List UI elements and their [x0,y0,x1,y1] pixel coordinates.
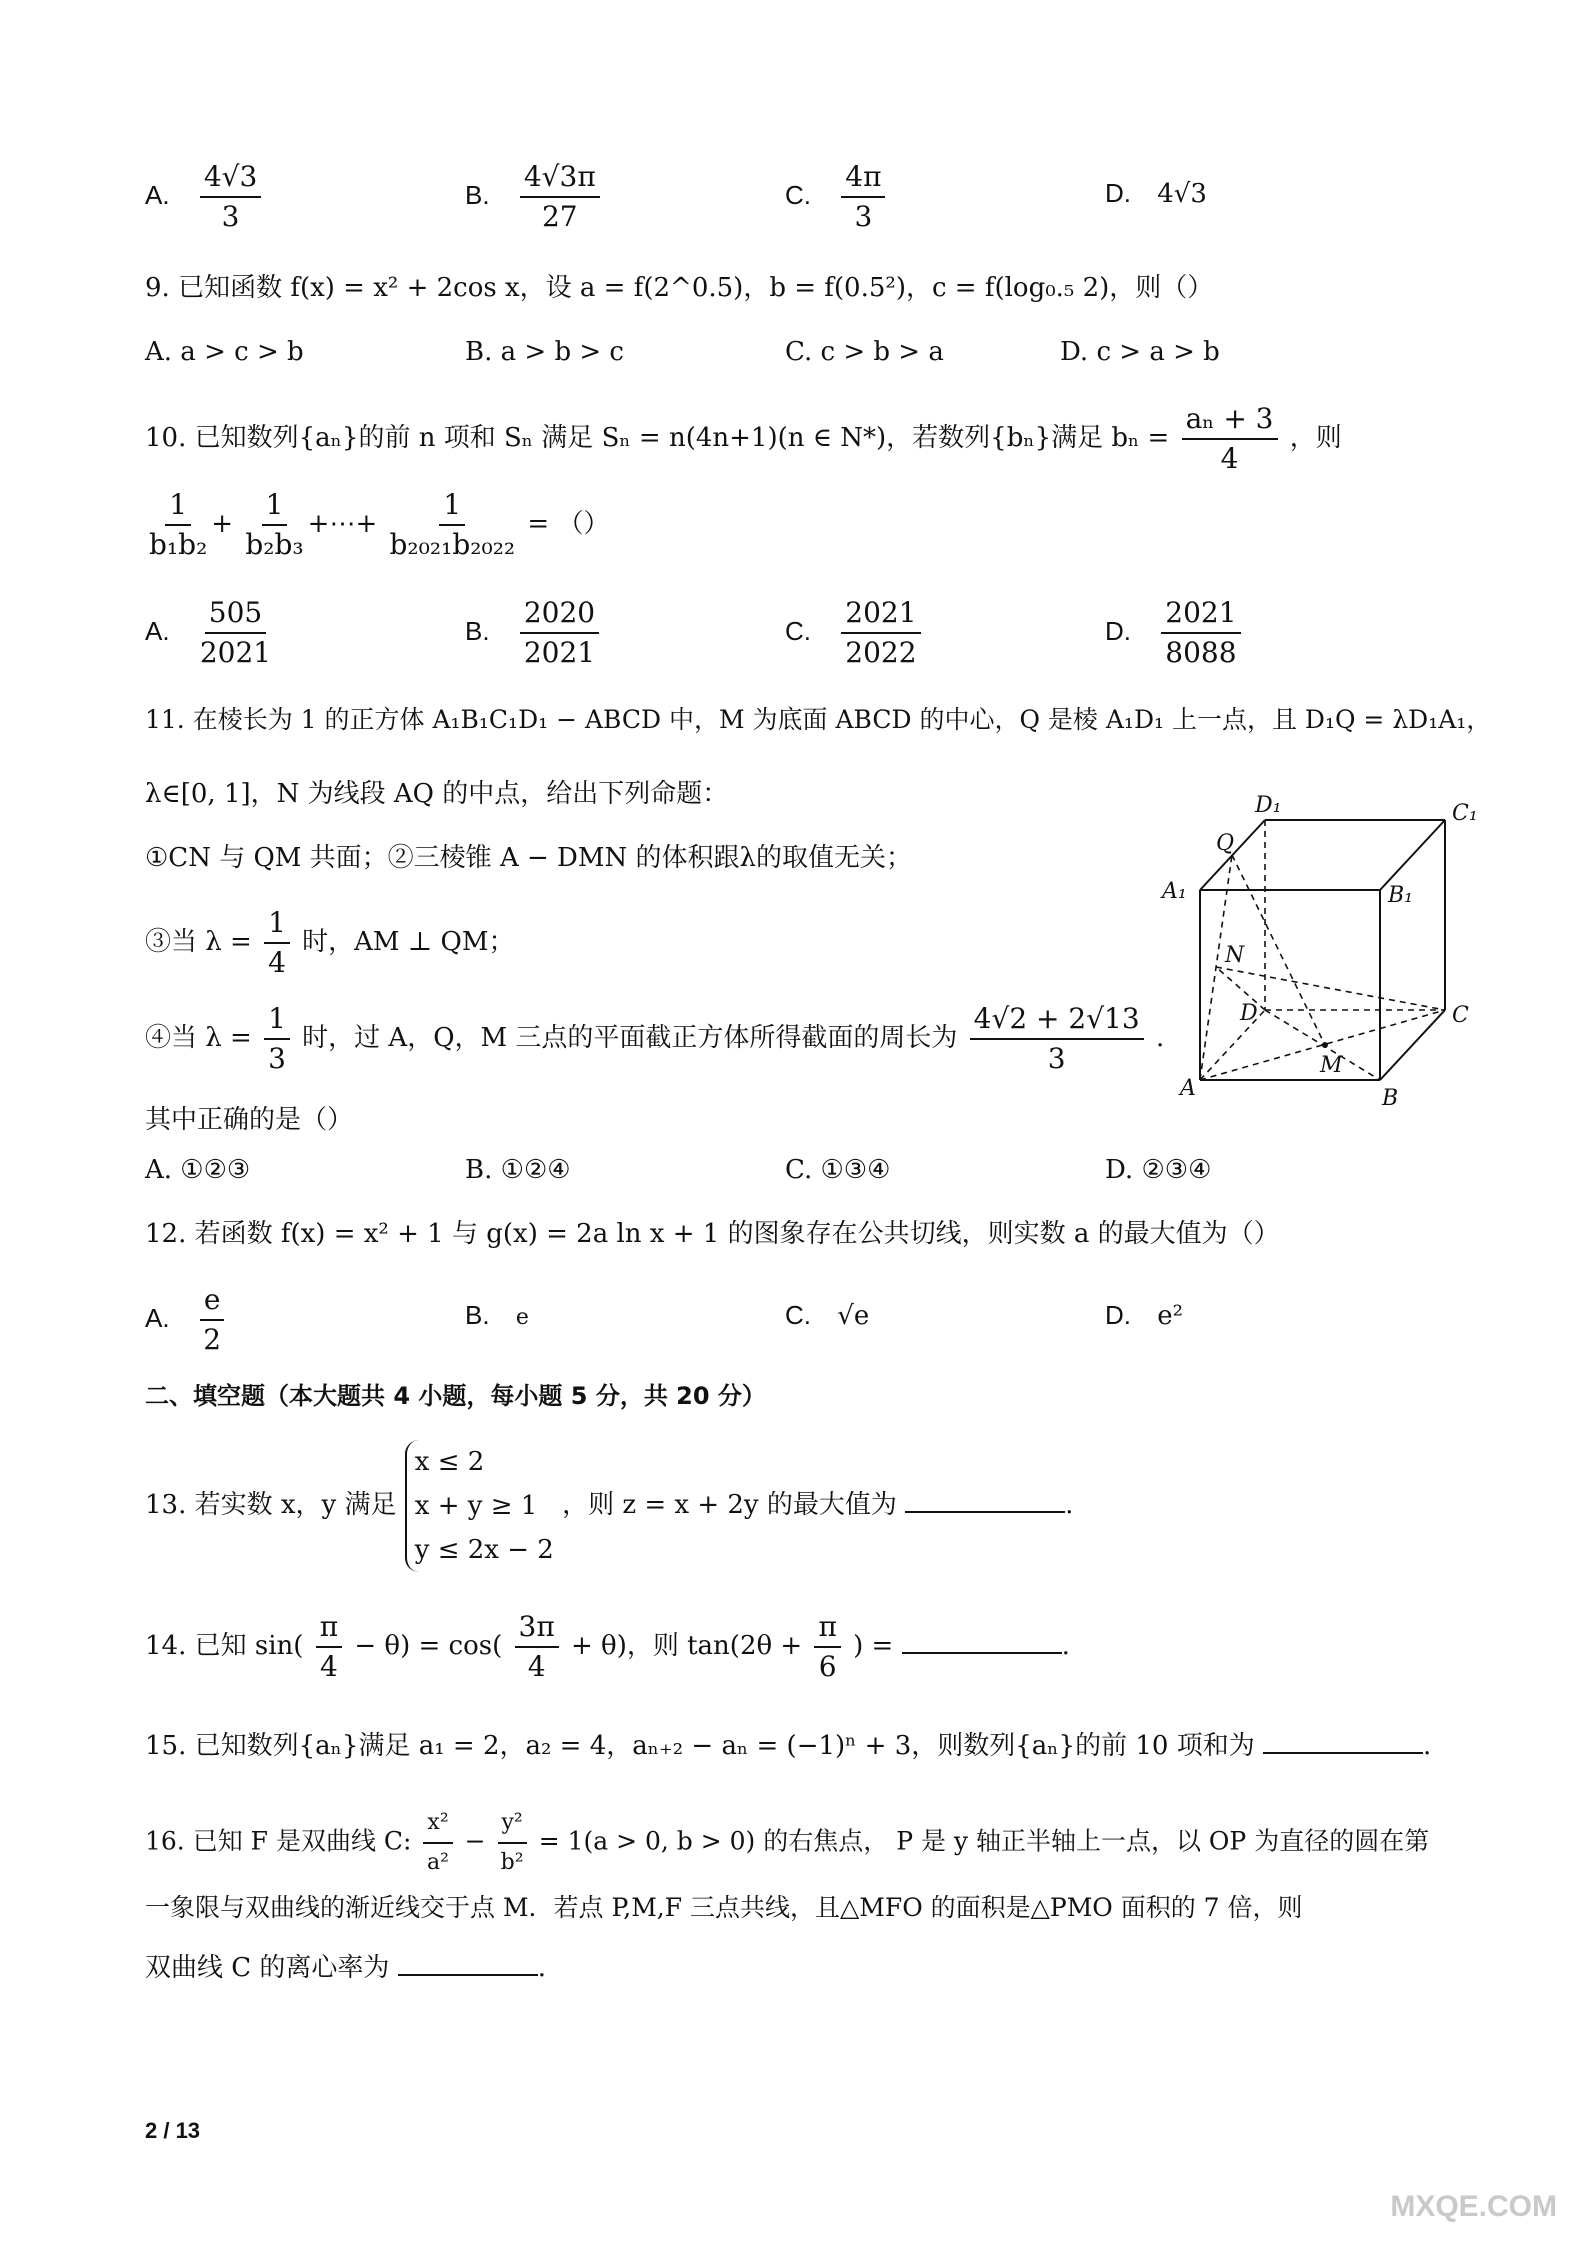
q9-stem: 9. 已知函数 f(x) = x² + 2cos x，设 a = f(2^0.5)，b = f(0.5²)，c = f(log₀.₅ 2)，则（） [145,273,1214,303]
edge-b1-c1 [1380,820,1445,890]
q11-stem-line1: 11. 在棱长为 1 的正方体 A₁B₁C₁D₁ − ABCD 中，M 为底面 ABCD 的中心，Q 是棱 A₁D₁ 上一点，且 D₁Q = λD₁A₁， [145,705,1492,734]
q9-option-b[interactable]: B. a > b > c [465,337,624,367]
q12-stem: 12. 若函数 f(x) = x² + 1 与 g(x) = 2a ln x + 1 的图象存在公共切线，则实数 a 的最大值为（） [145,1219,1280,1249]
q11-question: 其中正确的是（） [145,1105,354,1135]
edge-b-c [1380,1010,1445,1080]
q12-option-a[interactable]: A. $\frac{e}{2}$ [145,1283,228,1357]
label-a: A [1180,1076,1196,1101]
q10-bn-fraction: $\frac{\text{aₙ + 3}}{4}$ [1182,402,1278,476]
q11-stem-line2: λ∈[0, 1]，N 为线段 AQ 的中点，给出下列命题： [145,779,729,809]
q12-option-d[interactable]: D. e² [1105,1300,1184,1331]
q11-option-d[interactable]: D. ②③④ [1105,1155,1212,1185]
section-fill-in-title: 二、填空题（本大题共 4 小题，每小题 5 分，共 20 分） [145,1382,766,1410]
q14-stem: 14. 已知 sin( $\frac{\pi}{4}$ − θ) = cos( $\frac{3\pi}{4}$ + θ)，则 tan(2θ + $\frac{\pi}{6}$ ) = . [145,1610,1070,1683]
label-c1: C₁ [1452,801,1478,826]
q16-stem-line1: 16. 已知 F 是双曲线 C: $\frac{\text{x²}}{\text{a²}}$ − $\frac{\text{y²}}{\text{b²}}$ = 1(a > 0, b > 0) 的右焦点， P 是 y 轴正半轴上一点，以 OP 为直径的圆在第 [145,1806,1429,1880]
label-q: Q [1216,831,1235,856]
q14-answer-blank[interactable] [902,1626,1062,1654]
q9-option-c[interactable]: C. c > b > a [785,337,944,367]
label-d1: D₁ [1255,793,1282,818]
q10-option-a[interactable]: A. $\frac{505}{2021}$ [145,596,272,669]
watermark: MXQE.COM [1390,2190,1557,2223]
q13-stem: 13. 若实数 x，y 满足 x ≤ 2 x + y ≥ 1 y ≤ 2x − 2 ，则 z = x + 2y 的最大值为 . [145,1440,1073,1572]
q8-option-b[interactable]: B. $\frac{4√3\pi}{27}$ [465,160,604,234]
point-m [1322,1042,1328,1048]
q8-c-fraction: $\frac{4\pi}{3}$ [841,160,885,234]
q11-option-a[interactable]: A. ①②③ [145,1155,251,1185]
page-number: 2 / 13 [145,2118,201,2143]
q13-answer-blank[interactable] [905,1485,1065,1513]
label-n: N [1225,943,1245,968]
q11-option-c[interactable]: C. ①③④ [785,1155,891,1185]
q10-option-d[interactable]: D. $\frac{2021}{8088}$ [1105,596,1245,670]
q10-stem: 10. 已知数列{aₙ}的前 n 项和 Sₙ 满足 Sₙ = n(4n+1)(n ∈ N*)，若数列{bₙ}满足 bₙ = $\frac{\text{aₙ + 3}}{4}$ ，则 [145,402,1342,475]
q15-stem: 15. 已知数列{aₙ}满足 a₁ = 2，a₂ = 4，aₙ₊₂ − aₙ = (−1)ⁿ + 3，则数列{aₙ}的前 10 项和为 . [145,1726,1431,1766]
q12-option-b[interactable]: B. e [465,1300,529,1330]
label-b1: B₁ [1388,883,1413,908]
label-b: B [1382,1086,1399,1111]
q13-constraint-system: x ≤ 2 x + y ≥ 1 y ≤ 2x − 2 [405,1440,554,1572]
q9-option-d[interactable]: D. c > a > b [1060,337,1220,367]
q12-option-c[interactable]: C. √e [785,1300,870,1331]
q11-option-b[interactable]: B. ①②④ [465,1155,571,1185]
q11-prop-3: ③当 λ = $\frac{1}{4}$ 时，AM ⊥ QM； [145,906,515,979]
label-d: D [1240,1001,1258,1026]
q16-stem-line2: 一象限与双曲线的渐近线交于点 M．若点 P,M,F 三点共线，且△MFO 的面积是△PMO 面积的 7 倍，则 [145,1893,1303,1922]
q11-prop-1-2: ①CN 与 QM 共面；②三棱锥 A − DMN 的体积跟λ的取值无关； [145,843,913,873]
q16-stem-line3: 双曲线 C 的离心率为 . [145,1948,546,1988]
q8-option-d[interactable]: D. 4√3 [1105,178,1207,209]
q8-option-a[interactable]: A. $\frac{4√3}{3}$ [145,160,265,234]
q10-option-b[interactable]: B. $\frac{2020}{2021}$ [465,596,603,670]
label-m: M [1320,1053,1343,1078]
q15-answer-blank[interactable] [1263,1726,1423,1754]
q9-option-a[interactable]: A. a > c > b [145,337,304,367]
q8-option-c[interactable]: C. $\frac{4\pi}{3}$ [785,160,889,234]
q10-option-c[interactable]: C. $\frac{2021}{2022}$ [785,596,925,670]
q16-answer-blank[interactable] [398,1948,538,1976]
q10-sum: $\frac{1}{\text{b₁b₂}}$ + $\frac{1}{\text{b₂b₃}}$ +⋯+ $\frac{1}{\text{b₂₀₂₁b₂₀₂₂}}$ = （） [149,488,610,561]
q8-a-fraction: $\frac{4√3}{3}$ [200,160,261,234]
label-a1: A₁ [1162,879,1187,904]
q8-b-fraction: $\frac{4√3\pi}{27}$ [520,160,600,234]
q11-prop-4: ④当 λ = $\frac{1}{3}$ 时，过 A，Q，M 三点的平面截正方体所得截面的周长为 $\frac{4√2 + 2√13}{3}$ . [145,1002,1165,1075]
label-c: C [1452,1003,1469,1028]
cube-figure [1160,790,1520,1120]
